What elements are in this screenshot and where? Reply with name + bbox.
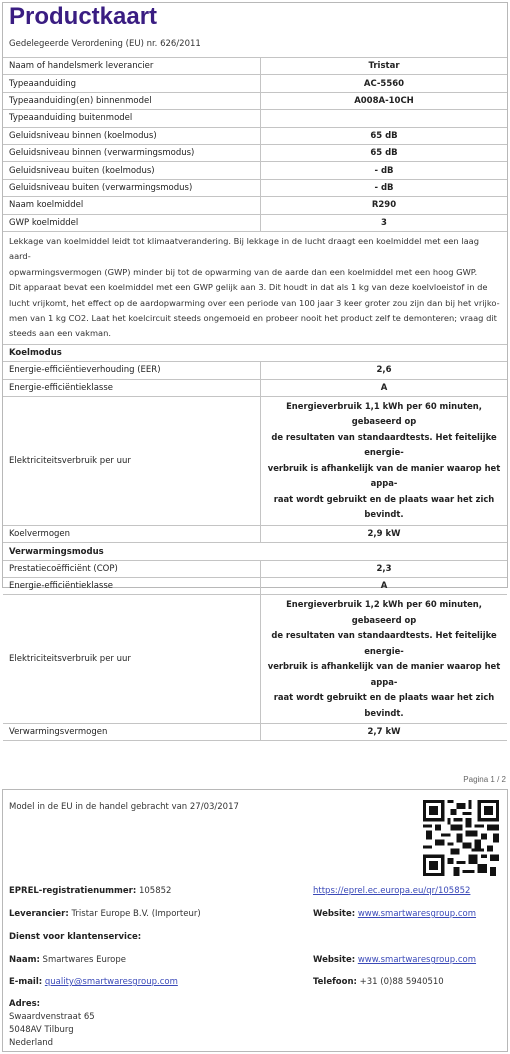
spec-row xyxy=(3,161,507,178)
spec-row xyxy=(3,92,507,109)
spec-value: R290 xyxy=(371,200,397,211)
consumption-line: raat wordt gebruikt en de plaats waar het zich bevindt. xyxy=(273,692,495,718)
spec-table xyxy=(3,57,507,741)
cooling-class-label: Energie-efficiëntieklasse xyxy=(3,380,261,396)
eprel-link[interactable]: https://eprel.ec.europa.eu/qr/105852 xyxy=(313,886,471,896)
note-line: lucht vrijkomt, het effect op de aardopwarming over een periode van 100 jaar 3 keer groter zou zijn dan bij het vrijko- xyxy=(9,297,500,308)
heating-consumption-value xyxy=(261,595,507,723)
supplier xyxy=(9,909,201,919)
website2-label: Website: xyxy=(313,955,356,965)
cooling-class-value: A xyxy=(380,382,388,393)
spec-row xyxy=(3,57,507,74)
cooling-class-row xyxy=(3,379,507,396)
spec-label: Typeaanduiding(en) binnenmodel xyxy=(3,93,261,109)
service-website-link[interactable]: www.smartwaresgroup.com xyxy=(357,955,477,965)
cooling-capacity-label: Koelvermogen xyxy=(3,526,261,542)
cooling-section-header: Koelmodus xyxy=(3,344,507,361)
spec-value: Tristar xyxy=(368,61,400,72)
qr-code-icon xyxy=(423,800,499,876)
product-sheet-page-2 xyxy=(2,789,508,1052)
address-label xyxy=(9,999,40,1009)
consumption-line: de resultaten van standaardtests. Het feitelijke energie- xyxy=(271,630,497,656)
email-label: E-mail: xyxy=(9,977,43,987)
market-date: Model in de EU in de handel gebracht van 27/03/2017 xyxy=(9,802,239,812)
spec-label: Geluidsniveau binnen (koelmodus) xyxy=(3,128,261,144)
heating-section-header: Verwarmingsmodus xyxy=(3,542,507,559)
eprel-value: 105852 xyxy=(138,886,172,896)
eprel-number xyxy=(9,886,171,896)
website-link[interactable]: www.smartwaresgroup.com xyxy=(357,909,477,919)
supplier-value: Tristar Europe B.V. (Importeur) xyxy=(71,909,201,919)
product-sheet-page-1 xyxy=(2,2,508,738)
note-line: Lekkage van koelmiddel leidt tot klimaatverandering. Bij lekkage in de lucht draagt een koelmiddel met een laag aard- xyxy=(9,235,480,262)
heating-class-label: Energie-efficiëntieklasse xyxy=(3,578,261,594)
heating-capacity-label: Verwarmingsvermogen xyxy=(3,724,261,739)
spec-value: 3 xyxy=(381,217,387,228)
spec-label: Geluidsniveau buiten (koelmodus) xyxy=(3,162,261,178)
name-value: Smartwares Europe xyxy=(42,955,126,965)
website xyxy=(313,909,476,919)
note-line: opwarmingsvermogen (GWP) minder bij tot de opwarming van de aarde dan een koelmiddel met een hoog GWP. xyxy=(9,266,478,277)
spec-label: Geluidsniveau buiten (verwarmingsmodus) xyxy=(3,180,261,196)
cooling-consumption-row xyxy=(3,396,507,525)
spec-label: Typeaanduiding xyxy=(3,75,261,91)
phone-label: Telefoon: xyxy=(313,977,357,987)
eprel-label: EPREL-registratienummer: xyxy=(9,886,137,896)
service-name xyxy=(9,955,126,965)
spec-row xyxy=(3,179,507,196)
spec-row xyxy=(3,196,507,213)
spec-row xyxy=(3,144,507,161)
address-heading: Adres: xyxy=(9,999,41,1009)
note-line: men van 1 kg CO2. Laat het koelcircuit steeds ongemoeid en probeer nooit het product zelf te demonteren; vraag dit xyxy=(9,312,497,323)
cop-label: Prestatiecoëfficiënt (COP) xyxy=(3,561,261,577)
consumption-line: Energieverbruik 1,1 kWh per 60 minuten, gebaseerd op xyxy=(286,400,482,427)
address-line-1: Swaardvenstraat 65 xyxy=(9,1012,95,1022)
heating-capacity-row xyxy=(3,723,507,740)
address-line-3: Nederland xyxy=(9,1038,54,1048)
note-line: Dit apparaat bevat een koelmiddel met een GWP gelijk aan 3. Dit houdt in dat als 1 kg van deze koelvloeistof in de xyxy=(9,282,488,293)
spec-row xyxy=(3,74,507,91)
spec-label: Typeaanduiding buitenmodel xyxy=(3,110,261,126)
website-label: Website: xyxy=(313,909,356,919)
cooling-capacity-value: 2,9 kW xyxy=(367,529,401,540)
spec-row xyxy=(3,214,507,231)
eer-row xyxy=(3,361,507,378)
note-line: steeds aan een vakman. xyxy=(9,328,112,339)
phone-value: +31 (0)88 5940510 xyxy=(359,977,444,987)
spec-value: - dB xyxy=(374,182,394,193)
spec-value: AC-5560 xyxy=(363,78,405,89)
spec-value xyxy=(261,110,507,126)
heating-class-row xyxy=(3,577,507,594)
cooling-consumption-value xyxy=(261,397,507,525)
service-email xyxy=(9,977,178,987)
page-number: Pagina 1 / 2 xyxy=(463,775,506,784)
spec-value: A008A-10CH xyxy=(354,95,414,106)
customer-service-label: Dienst voor klantenservice: xyxy=(9,932,142,942)
spec-row xyxy=(3,109,507,126)
consumption-line: verbruik is afhankelijk van de manier waarop het appa- xyxy=(267,661,501,687)
heating-consumption-row xyxy=(3,594,507,723)
consumption-line: raat wordt gebruikt en de plaats waar het zich bevindt. xyxy=(273,493,495,520)
consumption-line: Energieverbruik 1,2 kWh per 60 minuten, gebaseerd op xyxy=(286,599,482,625)
heating-class-value: A xyxy=(380,581,388,592)
name-label: Naam: xyxy=(9,955,40,965)
regulation-reference: Gedelegeerde Verordening (EU) nr. 626/2011 xyxy=(9,39,201,49)
service-website xyxy=(313,955,476,965)
spec-row xyxy=(3,127,507,144)
page-title: Productkaart xyxy=(9,3,158,30)
spec-value: - dB xyxy=(374,165,394,176)
customer-service-header xyxy=(9,932,141,942)
cooling-capacity-row xyxy=(3,525,507,542)
consumption-line: de resultaten van standaardtests. Het feitelijke energie- xyxy=(271,431,497,458)
service-phone xyxy=(313,977,444,987)
spec-label: GWP koelmiddel xyxy=(3,215,261,231)
eer-value: 2,6 xyxy=(376,365,392,376)
supplier-label: Leverancier: xyxy=(9,909,69,919)
consumption-line: verbruik is afhankelijk van de manier waarop het appa- xyxy=(267,462,501,489)
email-link[interactable]: quality@smartwaresgroup.com xyxy=(44,977,178,987)
refrigerant-note xyxy=(3,231,507,344)
cop-value: 2,3 xyxy=(376,563,392,574)
heating-capacity-value: 2,7 kW xyxy=(367,727,401,738)
heating-consumption-label: Elektriciteitsverbruik per uur xyxy=(3,595,261,723)
cop-row xyxy=(3,560,507,577)
spec-label: Naam of handelsmerk leverancier xyxy=(3,58,261,74)
spec-label: Naam koelmiddel xyxy=(3,197,261,213)
spec-label: Geluidsniveau binnen (verwarmingsmodus) xyxy=(3,145,261,161)
spec-value: 65 dB xyxy=(370,148,398,159)
address-line-2: 5048AV Tilburg xyxy=(9,1025,74,1035)
eer-label: Energie-efficiëntieverhouding (EER) xyxy=(3,362,261,378)
spec-value: 65 dB xyxy=(370,130,398,141)
cooling-consumption-label: Elektriciteitsverbruik per uur xyxy=(3,397,261,525)
